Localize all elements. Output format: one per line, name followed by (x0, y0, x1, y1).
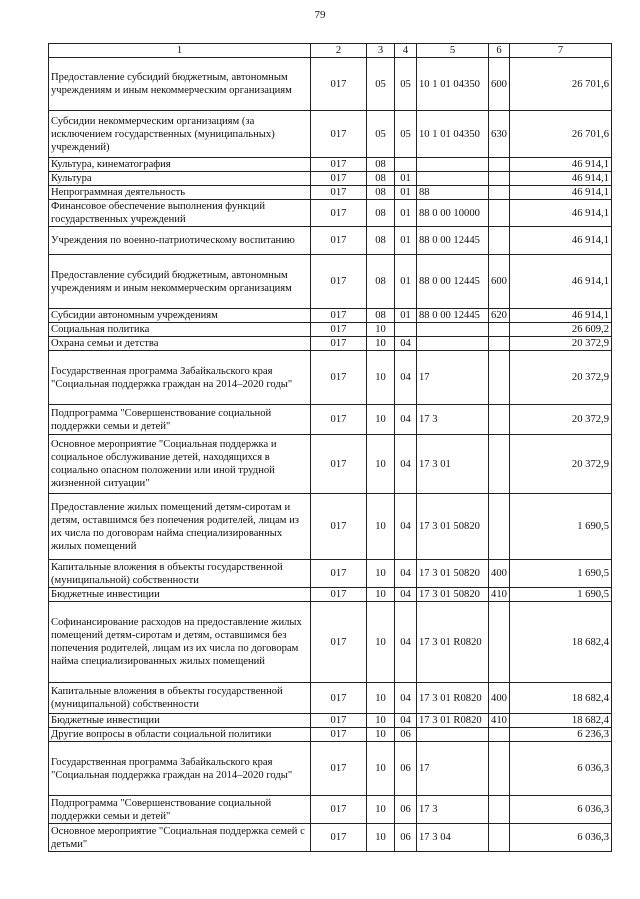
row-amount: 1 690,5 (510, 494, 612, 560)
row-expense-type (489, 172, 510, 186)
table-row (49, 309, 612, 323)
row-admin-code: 017 (311, 796, 367, 824)
header-col-3: 3 (367, 44, 395, 58)
row-subsection: 04 (395, 494, 417, 560)
table-row (49, 714, 612, 728)
row-admin-code: 017 (311, 172, 367, 186)
row-name: Предоставление жилых помещений детям-сиротам и детям, оставшимся без попечения родителей, лицам из их числа по договорам найма специализированных жилых помещений (49, 494, 311, 560)
row-section: 10 (367, 323, 395, 337)
row-name: Капитальные вложения в объекты государственной (муниципальной) собственности (49, 683, 311, 714)
row-subsection: 04 (395, 683, 417, 714)
row-section: 10 (367, 494, 395, 560)
row-amount: 6 036,3 (510, 742, 612, 796)
row-amount: 46 914,1 (510, 255, 612, 309)
header-col-4: 4 (395, 44, 417, 58)
row-admin-code: 017 (311, 200, 367, 227)
row-target-article: 88 0 00 12445 (417, 309, 489, 323)
row-subsection: 01 (395, 227, 417, 255)
row-amount: 46 914,1 (510, 186, 612, 200)
row-admin-code: 017 (311, 111, 367, 158)
table-row (49, 405, 612, 435)
row-subsection: 04 (395, 351, 417, 405)
row-name: Финансовое обеспечение выполнения функций государственных учреждений (49, 200, 311, 227)
row-admin-code: 017 (311, 58, 367, 111)
row-amount: 46 914,1 (510, 158, 612, 172)
row-target-article: 17 (417, 351, 489, 405)
header-col-7: 7 (510, 44, 612, 58)
row-amount: 46 914,1 (510, 172, 612, 186)
row-subsection: 04 (395, 560, 417, 588)
row-target-article: 10 1 01 04350 (417, 111, 489, 158)
header-col-2: 2 (311, 44, 367, 58)
row-admin-code: 017 (311, 323, 367, 337)
row-name: Предоставление субсидий бюджетным, автономным учреждениям и иным некоммерческим организациям (49, 58, 311, 111)
row-expense-type: 600 (489, 58, 510, 111)
row-admin-code: 017 (311, 186, 367, 200)
table-row (49, 683, 612, 714)
row-target-article (417, 337, 489, 351)
page-number: 79 (314, 9, 326, 21)
row-subsection: 01 (395, 309, 417, 323)
row-name: Подпрограмма "Совершенствование социальной поддержки семьи и детей" (49, 796, 311, 824)
row-section: 10 (367, 602, 395, 683)
row-expense-type (489, 435, 510, 494)
table-row (49, 200, 612, 227)
row-section: 08 (367, 186, 395, 200)
row-subsection: 01 (395, 200, 417, 227)
row-subsection: 04 (395, 337, 417, 351)
row-expense-type: 630 (489, 111, 510, 158)
row-admin-code: 017 (311, 227, 367, 255)
table-row (49, 337, 612, 351)
row-expense-type: 620 (489, 309, 510, 323)
row-section: 10 (367, 588, 395, 602)
row-name: Государственная программа Забайкальского края "Социальная поддержка граждан на 2014–2020 годы" (49, 351, 311, 405)
row-subsection: 01 (395, 172, 417, 186)
row-section: 10 (367, 728, 395, 742)
table-row (49, 255, 612, 309)
row-target-article: 17 3 01 50820 (417, 588, 489, 602)
table-row (49, 186, 612, 200)
row-admin-code: 017 (311, 714, 367, 728)
row-subsection: 05 (395, 111, 417, 158)
row-target-article: 17 3 01 R0820 (417, 683, 489, 714)
row-name: Другие вопросы в области социальной политики (49, 728, 311, 742)
table-row (49, 824, 612, 852)
row-amount: 26 701,6 (510, 111, 612, 158)
row-section: 08 (367, 172, 395, 186)
row-amount: 26 609,2 (510, 323, 612, 337)
row-expense-type (489, 728, 510, 742)
row-amount: 20 372,9 (510, 405, 612, 435)
table-row (49, 588, 612, 602)
row-name: Государственная программа Забайкальского края "Социальная поддержка граждан на 2014–2020 годы" (49, 742, 311, 796)
row-expense-type (489, 602, 510, 683)
row-amount: 20 372,9 (510, 351, 612, 405)
row-expense-type: 410 (489, 588, 510, 602)
row-section: 05 (367, 58, 395, 111)
row-target-article (417, 158, 489, 172)
row-name: Подпрограмма "Совершенствование социальной поддержки семьи и детей" (49, 405, 311, 435)
table-row (49, 742, 612, 796)
row-name: Непрограммная деятельность (49, 186, 311, 200)
row-target-article: 17 3 01 R0820 (417, 602, 489, 683)
table-row (49, 172, 612, 186)
row-target-article: 88 0 00 12445 (417, 227, 489, 255)
row-target-article (417, 323, 489, 337)
row-expense-type (489, 742, 510, 796)
row-amount: 46 914,1 (510, 200, 612, 227)
row-subsection (395, 158, 417, 172)
header-col-5: 5 (417, 44, 489, 58)
row-target-article: 17 3 01 (417, 435, 489, 494)
row-target-article: 17 (417, 742, 489, 796)
table-row (49, 796, 612, 824)
row-section: 10 (367, 560, 395, 588)
row-target-article: 17 3 01 50820 (417, 494, 489, 560)
table-row (49, 158, 612, 172)
row-name: Софинансирование расходов на предоставление жилых помещений детям-сиротам и детям, оставшимся без попечения родителей, лицам из их числа по договорам найма специализированных жилых помещений (49, 602, 311, 683)
row-section: 10 (367, 796, 395, 824)
row-section: 10 (367, 824, 395, 852)
table-row (49, 227, 612, 255)
row-admin-code: 017 (311, 560, 367, 588)
row-name: Социальная политика (49, 323, 311, 337)
row-expense-type (489, 186, 510, 200)
header-row (49, 44, 612, 58)
row-target-article: 17 3 (417, 796, 489, 824)
table-row (49, 323, 612, 337)
row-target-article: 88 0 00 12445 (417, 255, 489, 309)
row-amount: 20 372,9 (510, 337, 612, 351)
row-target-article: 17 3 01 R0820 (417, 714, 489, 728)
row-expense-type: 400 (489, 560, 510, 588)
row-admin-code: 017 (311, 494, 367, 560)
row-subsection: 06 (395, 742, 417, 796)
row-name: Основное мероприятие "Социальная поддержка и социальное обслуживание детей, находящихся в социально опасном положении или иной трудной жизненной ситуации" (49, 435, 311, 494)
row-expense-type (489, 405, 510, 435)
row-amount: 18 682,4 (510, 683, 612, 714)
row-amount: 18 682,4 (510, 714, 612, 728)
row-target-article: 17 3 (417, 405, 489, 435)
table-row (49, 58, 612, 111)
row-subsection: 04 (395, 714, 417, 728)
row-section: 08 (367, 200, 395, 227)
row-name: Охрана семьи и детства (49, 337, 311, 351)
row-admin-code: 017 (311, 742, 367, 796)
row-admin-code: 017 (311, 158, 367, 172)
row-expense-type (489, 824, 510, 852)
row-name: Учреждения по военно-патриотическому воспитанию (49, 227, 311, 255)
row-expense-type (489, 351, 510, 405)
row-target-article: 17 3 04 (417, 824, 489, 852)
row-admin-code: 017 (311, 683, 367, 714)
row-admin-code: 017 (311, 405, 367, 435)
row-name: Бюджетные инвестиции (49, 588, 311, 602)
row-amount: 46 914,1 (510, 227, 612, 255)
row-section: 08 (367, 158, 395, 172)
row-admin-code: 017 (311, 435, 367, 494)
row-name: Бюджетные инвестиции (49, 714, 311, 728)
row-target-article: 88 0 00 10000 (417, 200, 489, 227)
row-name: Основное мероприятие "Социальная поддержка семей с детьми" (49, 824, 311, 852)
row-section: 10 (367, 405, 395, 435)
row-target-article: 88 (417, 186, 489, 200)
row-subsection: 04 (395, 405, 417, 435)
row-subsection: 04 (395, 588, 417, 602)
header-col-1: 1 (49, 44, 311, 58)
row-name: Культура, кинематография (49, 158, 311, 172)
row-target-article: 10 1 01 04350 (417, 58, 489, 111)
row-expense-type: 600 (489, 255, 510, 309)
row-expense-type (489, 337, 510, 351)
row-target-article (417, 172, 489, 186)
row-subsection: 06 (395, 728, 417, 742)
row-subsection: 01 (395, 186, 417, 200)
row-name: Капитальные вложения в объекты государственной (муниципальной) собственности (49, 560, 311, 588)
row-admin-code: 017 (311, 255, 367, 309)
row-subsection (395, 323, 417, 337)
row-admin-code: 017 (311, 588, 367, 602)
row-amount: 18 682,4 (510, 602, 612, 683)
row-expense-type: 400 (489, 683, 510, 714)
row-amount: 6 236,3 (510, 728, 612, 742)
row-subsection: 01 (395, 255, 417, 309)
table-row (49, 728, 612, 742)
row-expense-type (489, 494, 510, 560)
row-expense-type (489, 323, 510, 337)
row-expense-type (489, 158, 510, 172)
row-expense-type (489, 200, 510, 227)
row-admin-code: 017 (311, 351, 367, 405)
row-section: 08 (367, 255, 395, 309)
table-row (49, 351, 612, 405)
row-section: 08 (367, 309, 395, 323)
row-admin-code: 017 (311, 602, 367, 683)
row-admin-code: 017 (311, 337, 367, 351)
row-expense-type: 410 (489, 714, 510, 728)
row-target-article: 17 3 01 50820 (417, 560, 489, 588)
row-name: Субсидии некоммерческим организациям (за исключением государственных (муниципальных) учреждений) (49, 111, 311, 158)
row-admin-code: 017 (311, 824, 367, 852)
row-expense-type (489, 227, 510, 255)
table-row (49, 602, 612, 683)
table-row (49, 435, 612, 494)
row-subsection: 06 (395, 796, 417, 824)
table-row (49, 560, 612, 588)
row-amount: 46 914,1 (510, 309, 612, 323)
row-section: 10 (367, 683, 395, 714)
row-name: Культура (49, 172, 311, 186)
row-expense-type (489, 796, 510, 824)
row-section: 05 (367, 111, 395, 158)
row-amount: 6 036,3 (510, 824, 612, 852)
table-row (49, 111, 612, 158)
row-section: 10 (367, 435, 395, 494)
row-amount: 20 372,9 (510, 435, 612, 494)
row-section: 10 (367, 351, 395, 405)
row-subsection: 05 (395, 58, 417, 111)
row-amount: 1 690,5 (510, 560, 612, 588)
row-section: 08 (367, 227, 395, 255)
row-subsection: 04 (395, 435, 417, 494)
row-admin-code: 017 (311, 309, 367, 323)
row-name: Субсидии автономным учреждениям (49, 309, 311, 323)
row-name: Предоставление субсидий бюджетным, автономным учреждениям и иным некоммерческим организациям (49, 255, 311, 309)
row-subsection: 04 (395, 602, 417, 683)
row-subsection: 06 (395, 824, 417, 852)
row-admin-code: 017 (311, 728, 367, 742)
row-target-article (417, 728, 489, 742)
row-section: 10 (367, 742, 395, 796)
row-amount: 26 701,6 (510, 58, 612, 111)
header-col-6: 6 (489, 44, 510, 58)
table-row (49, 494, 612, 560)
row-amount: 6 036,3 (510, 796, 612, 824)
row-section: 10 (367, 714, 395, 728)
row-amount: 1 690,5 (510, 588, 612, 602)
budget-table (48, 43, 612, 852)
row-section: 10 (367, 337, 395, 351)
